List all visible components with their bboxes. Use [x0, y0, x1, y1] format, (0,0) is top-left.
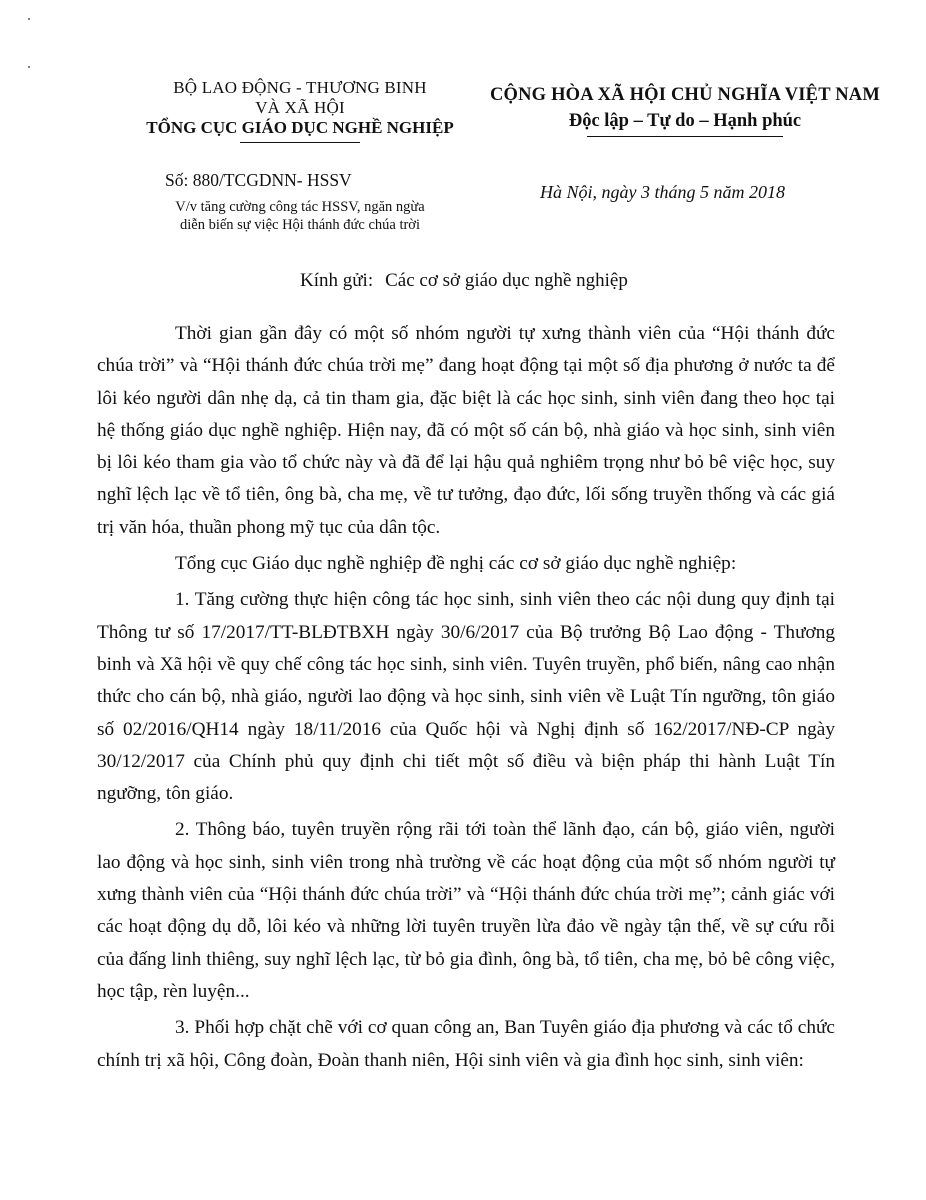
national-motto: Độc lập – Tự do – Hạnh phúc: [568, 111, 802, 131]
recipient-label: Kính gửi:: [300, 270, 374, 291]
agency-underline: [240, 142, 360, 143]
subject-line-1: V/v tăng cường công tác HSSV, ngăn ngừa: [175, 199, 425, 215]
subject-line-2: diễn biến sự việc Hội thánh đức chúa trời: [179, 217, 420, 233]
document-number: Số: 880/TCGDNN- HSSV: [165, 170, 352, 190]
body-paragraph-intro: Thời gian gần đây có một số nhóm người tự xưng thành viên của “Hội thánh đức chúa trời” và “Hội thánh đức chúa trời mẹ” đang hoạt động tại một số địa phương ở nước ta để lôi kéo người dân nhẹ dạ, cả tin tham gia, đặc biệt là các học sinh, sinh viên đang theo học tại hệ thống giáo dục nghề nghiệp. Hiện nay, đã có một số cán bộ, nhà giáo và học sinh, sinh viên bị lôi kéo tham gia vào tổ chức này và đã để lại hậu quả nghiêm trọng như bỏ bê việc học, suy nghĩ lệch lạc về tổ tiên, ông bà, cha mẹ, về tư tưởng, đạo đức, lối sống truyền thống và các giá trị văn hóa, thuần phong mỹ tục của dân tộc.: [97, 323, 835, 538]
agency-name: TỔNG CỤC GIÁO DỤC NGHỀ NGHIỆP: [146, 118, 454, 137]
body-paragraph-item-2: 2. Thông báo, tuyên truyền rộng rãi tới toàn thể lãnh đạo, cán bộ, giáo viên, người lao động và học sinh, sinh viên trong nhà trường về các hoạt động của một số nhóm người tự xưng thành viên của “Hội thánh đức chúa trời” và “Hội thánh đức chúa trời mẹ”; cảnh giác với các hoạt động dụ dỗ, lôi kéo và những lời tuyên truyền lừa đảo về ngày tận thế, về sự cứu rỗi của đấng linh thiêng, suy nghĩ lệch lạc, từ bỏ gia đình, ông bà, tổ tiên, cha mẹ, bỏ bê công việc, học tập, rèn luyện...: [97, 819, 835, 1002]
scan-speck: [28, 18, 30, 20]
national-title: CỘNG HÒA XÃ HỘI CHỦ NGHĨA VIỆT NAM: [489, 85, 881, 105]
issuing-agency-header: [100, 78, 500, 143]
body-paragraph-request: Tổng cục Giáo dục nghề nghiệp đề nghị các cơ sở giáo dục nghề nghiệp:: [175, 553, 737, 575]
body-paragraph-item-3: 3. Phối hợp chặt chẽ với cơ quan công an, Ban Tuyên giáo địa phương và các tổ chức chính trị xã hội, Công đoàn, Đoàn thanh niên, Hội sinh viên và gia đình học sinh, sinh viên:: [97, 1017, 835, 1071]
agency-line-1: BỘ LAO ĐỘNG - THƯƠNG BINH: [173, 78, 427, 97]
document-body: [97, 318, 835, 1081]
document-date: Hà Nội, ngày 3 tháng 5 năm 2018: [540, 182, 785, 202]
scan-speck: [28, 66, 30, 68]
agency-line-2: VÀ XÃ HỘI: [255, 98, 345, 117]
document-subject: [120, 198, 480, 234]
body-paragraph-item-1: 1. Tăng cường thực hiện công tác học sinh, sinh viên theo các nội dung quy định tại Thông tư số 17/2017/TT-BLĐTBXH ngày 30/6/2017 của Bộ trưởng Bộ Lao động - Thương binh và Xã hội về quy chế công tác học sinh, sinh viên. Tuyên truyền, phổ biến, nâng cao nhận thức cho cán bộ, nhà giáo, người lao động và học sinh, sinh viên về Luật Tín ngưỡng, tôn giáo số 02/2016/QH14 ngày 18/11/2016 của Quốc hội và Nghị định số 162/2017/NĐ-CP ngày 30/12/2017 của Chính phủ quy định chi tiết một số điều và biện pháp thi hành Luật Tín ngưỡng, tôn giáo.: [97, 589, 835, 805]
recipient-line: [300, 270, 628, 292]
recipient-value: Các cơ sở giáo dục nghề nghiệp: [385, 270, 628, 291]
national-header: [470, 82, 900, 137]
motto-underline: [587, 136, 783, 137]
